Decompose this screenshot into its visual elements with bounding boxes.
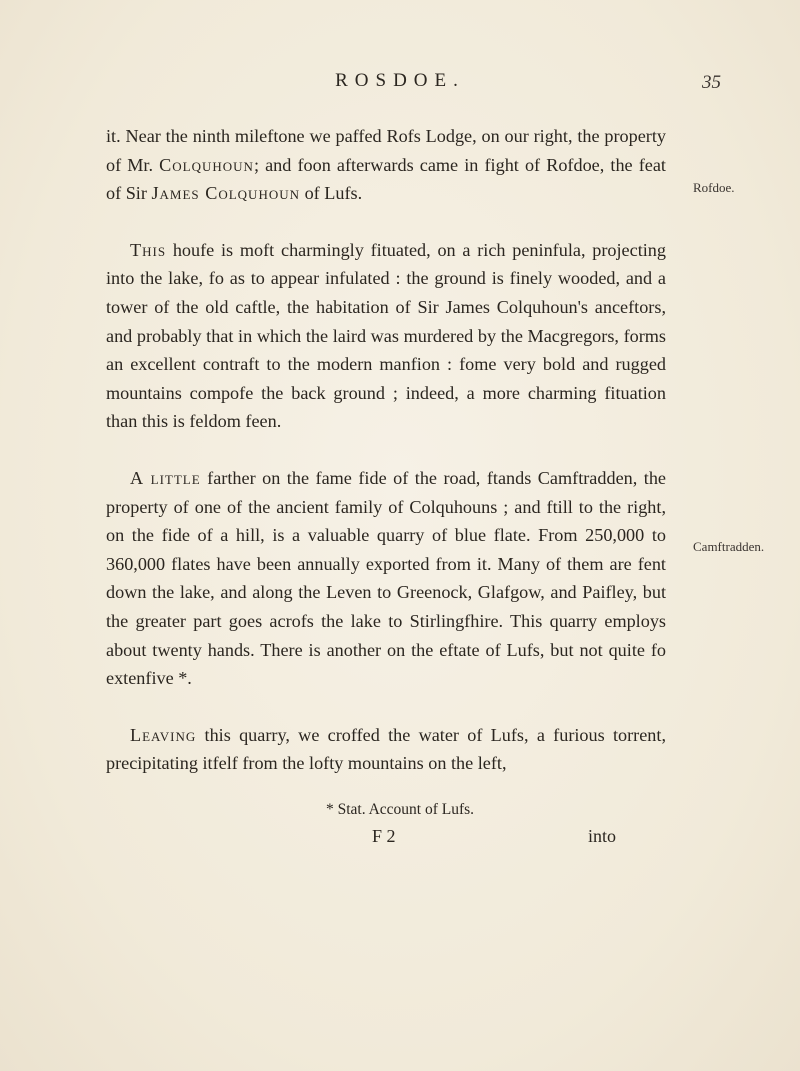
running-title: ROSDOE. (335, 70, 465, 91)
name-colquhoun: Colquhoun (159, 154, 254, 175)
paragraph-text: ; and foon afterwards came in fight of Rofdoe, the feat of Sir (106, 154, 666, 204)
lead-word: Leaving (130, 724, 197, 745)
signature-mark: F 2 (372, 826, 396, 846)
paragraph-4 (106, 721, 666, 778)
body-text (106, 122, 666, 778)
margin-note-camstradden: Camftradden. (693, 539, 765, 554)
paragraph-1 (106, 122, 666, 208)
paragraph-text: of Lufs. (300, 183, 363, 204)
paragraph-2 (106, 236, 666, 436)
lead-word: A little (130, 467, 201, 488)
paragraph-text: farther on the fame fide of the road, ftands Camftradden, the property of one of the ancient family of Colquhouns ; and ftill to the right, on the fide of a hill, is a valuable quarry of blue flate. From 250,000 to 360,000 flates have been annually exported from it. Many of them are fent down the lake, and along the Leven to Greenock, Glafgow, and Paifley, but the greater part goes acrofs the lake to Stirlingfhire. This quarry employs about twenty hands. There is another on the eftate of Lufs, but not quite fo extenfive *. (106, 467, 666, 689)
catchword: into (588, 826, 617, 846)
paragraph-text: houfe is moft charmingly fituated, on a rich peninfula, projecting into the lake, fo as to appear infulated : the ground is finely wooded, and a tower of the old caftle, the habitation of Sir James Colquhoun's anceftors, and probably that in which the laird was murdered by the Macgregors, forms an excellent contraft to the modern manfion : fome very bold and rugged mountains compofe the back ground ; indeed, a more charming fituation than this is feldom feen. (106, 239, 666, 432)
lead-word: This (130, 239, 167, 260)
margin-note-rosdoe: Rofdoe. (693, 180, 735, 195)
paragraph-text: it. Near the ninth mileftone we paffed Rofs Lodge, on our right, the property of Mr. (106, 126, 666, 175)
paragraph-3 (106, 464, 666, 693)
paragraph-text: this quarry, we croffed the water of Lufs, a furious torrent, precipitating itfelf from the lofty mountains on the left, (106, 724, 666, 774)
page-number: 35 (702, 72, 721, 93)
name-james-colquhoun: James Colquhoun (151, 183, 301, 204)
footnote: * Stat. Account of Lufs. (325, 801, 475, 818)
